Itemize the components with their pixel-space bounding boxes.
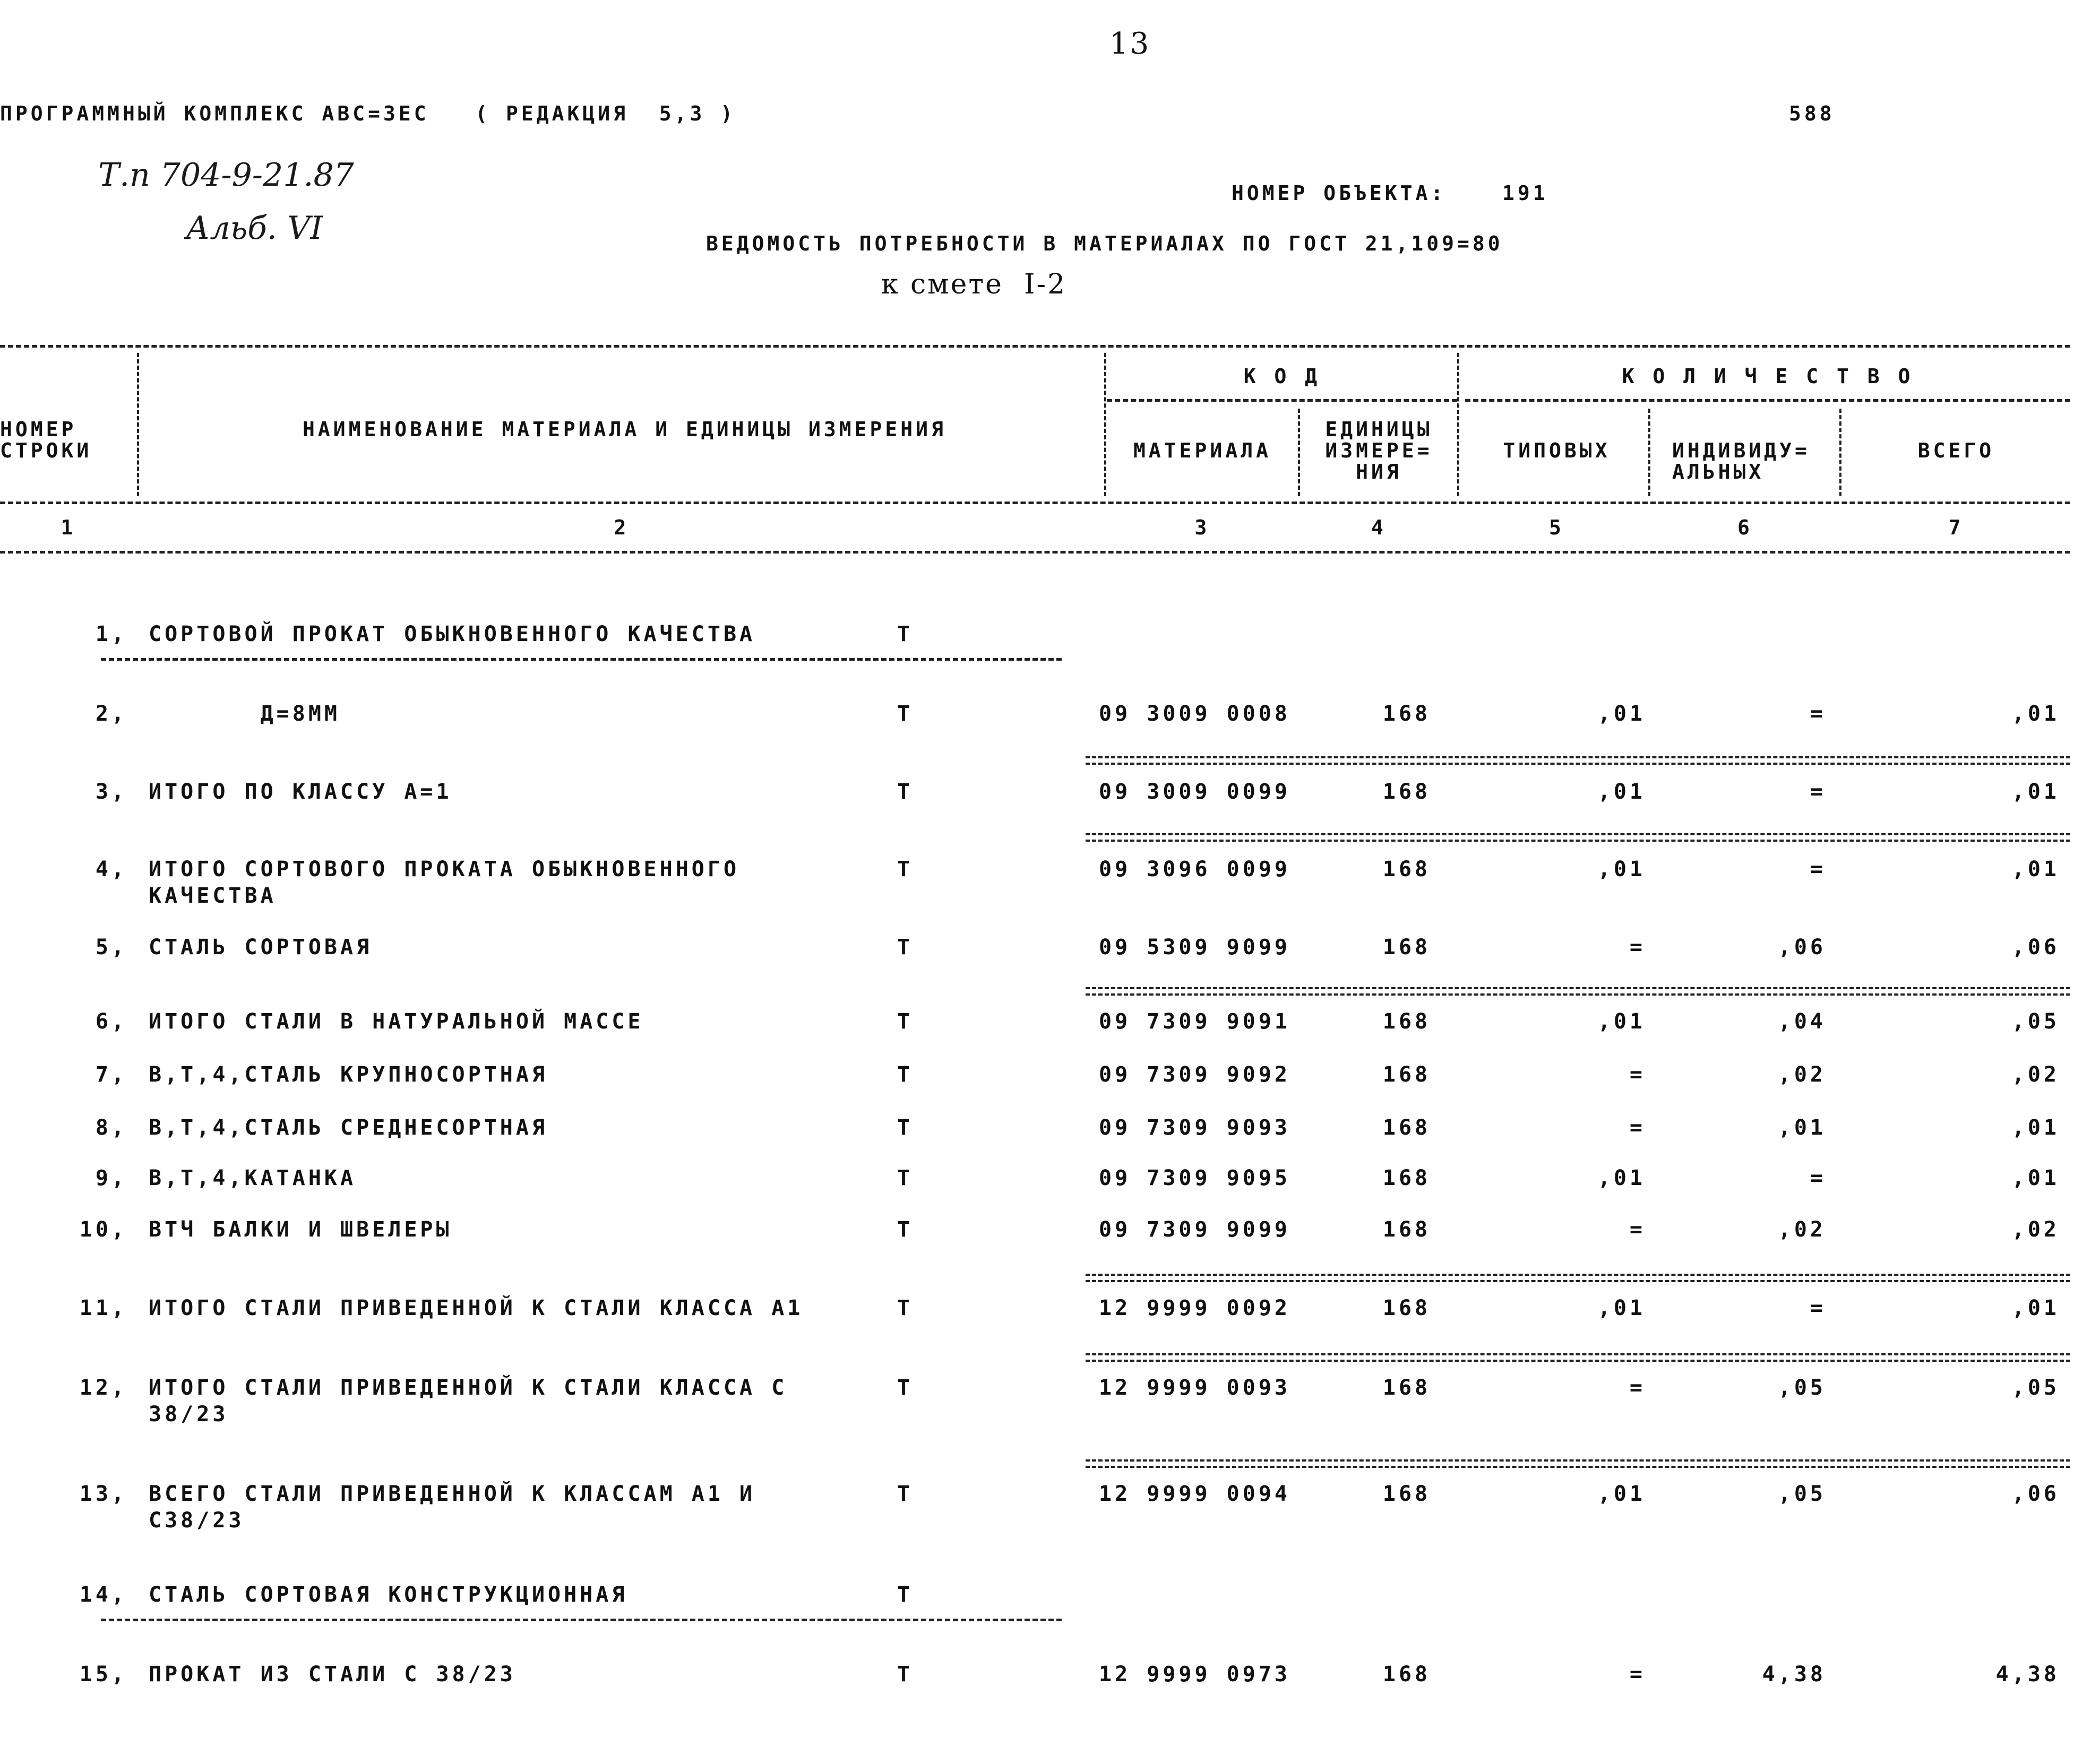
qty-individual: 4,38: [1762, 1662, 1826, 1687]
qty-total: ,01: [2011, 1116, 2060, 1140]
qty-typical: =: [1629, 1062, 1646, 1087]
material-code: 09 7309 9099: [1099, 1217, 1290, 1242]
material-name: СТАЛЬ СОРТОВАЯ КОНСТРУКЦИОННАЯ: [149, 1583, 628, 1607]
unit-code: 168: [1382, 1009, 1431, 1034]
unit-code: 168: [1382, 702, 1431, 726]
row-number: 1,: [95, 622, 127, 646]
col-divider: [1104, 353, 1106, 496]
unit: Т: [897, 1376, 914, 1400]
material-name: Д=8ММ: [149, 702, 340, 726]
material-code: 12 9999 0973: [1099, 1662, 1290, 1687]
qty-total: ,01: [2011, 1296, 2060, 1320]
material-code: 09 7309 9093: [1099, 1116, 1290, 1140]
object-label: НОМЕР ОБЪЕКТА:: [1232, 181, 1447, 205]
unit: Т: [897, 857, 914, 881]
col-number-6: 6: [1737, 516, 1753, 539]
unit: Т: [897, 622, 914, 646]
row-number: 12,: [79, 1376, 127, 1400]
unit: Т: [897, 1062, 914, 1087]
header-material-code: МАТЕРИАЛА: [1133, 439, 1271, 462]
material-name: ИТОГО СТАЛИ В НАТУРАЛЬНОЙ МАССЕ: [149, 1009, 644, 1034]
unit-code: 168: [1382, 1062, 1431, 1087]
handwritten-album-ref: Альб. VI: [186, 210, 323, 247]
qty-total: ,01: [2011, 780, 2060, 804]
material-name: В,Т,4,СТАЛЬ КРУПНОСОРТНАЯ: [149, 1062, 548, 1087]
material-code: 09 7309 9092: [1099, 1062, 1290, 1087]
material-name: СОРТОВОЙ ПРОКАТ ОБЫКНОВЕННОГО КАЧЕСТВА: [149, 622, 756, 646]
row-number: 9,: [95, 1166, 127, 1190]
row-number: 8,: [95, 1116, 127, 1140]
qty-individual: ,02: [1778, 1062, 1826, 1087]
qty-typical: ,01: [1597, 1009, 1646, 1034]
object-number: 191: [1502, 181, 1548, 205]
unit-code: 168: [1382, 1166, 1431, 1190]
header-unit-3: НИЯ: [1356, 460, 1402, 483]
unit: Т: [897, 935, 914, 959]
qty-typical: ,01: [1597, 1296, 1646, 1320]
material-name: ИТОГО СОРТОВОГО ПРОКАТА ОБЫКНОВЕННОГО: [149, 857, 740, 881]
document-title: ВЕДОМОСТЬ ПОТРЕБНОСТИ В МАТЕРИАЛАХ ПО ГОСТ 21,109=80: [706, 232, 1503, 255]
header-unit-1: ЕДИНИЦЫ: [1325, 418, 1433, 441]
total-separator: [1086, 987, 2070, 996]
qty-total: ,02: [2011, 1217, 2060, 1242]
unit-code: 168: [1382, 780, 1431, 804]
material-code: 09 7309 9095: [1099, 1166, 1290, 1190]
col-divider: [1839, 409, 1841, 496]
row-number: 13,: [79, 1482, 127, 1506]
unit-code: 168: [1382, 1296, 1431, 1320]
page-number: 13: [1109, 27, 1151, 61]
qty-typical: ,01: [1597, 857, 1646, 881]
qty-typical: ,01: [1597, 702, 1646, 726]
header-total: ВСЕГО: [1917, 439, 1995, 462]
unit: Т: [897, 1217, 914, 1242]
col-number-7: 7: [1948, 516, 1964, 539]
qty-individual: ,02: [1778, 1217, 1826, 1242]
qty-total: 4,38: [1995, 1662, 2060, 1687]
header-individual-2: АЛЬНЫХ: [1672, 460, 1765, 483]
total-separator: [1086, 756, 2070, 765]
material-name: ИТОГО СТАЛИ ПРИВЕДЕННОЙ К СТАЛИ КЛАССА А1: [149, 1296, 804, 1320]
qty-typical: ,01: [1597, 1166, 1646, 1190]
qty-total: ,06: [2011, 1482, 2060, 1506]
unit: Т: [897, 702, 914, 726]
material-name-cont: КАЧЕСТВА: [149, 884, 277, 908]
material-code: 09 3096 0099: [1099, 857, 1290, 881]
material-name: В,Т,4,КАТАНКА: [149, 1166, 357, 1190]
qty-total: ,02: [2011, 1062, 2060, 1087]
qty-typical: =: [1629, 1662, 1646, 1687]
col-number-5: 5: [1549, 516, 1564, 539]
header-code-group: К О Д: [1243, 365, 1321, 388]
material-code: 09 7309 9091: [1099, 1009, 1290, 1034]
col-divider: [1298, 409, 1300, 496]
material-name: ПРОКАТ ИЗ СТАЛИ С 38/23: [149, 1662, 516, 1687]
qty-total: ,01: [2011, 1166, 2060, 1190]
unit-code: 168: [1382, 1662, 1431, 1687]
header-qty-group: К О Л И Ч Е С Т В О: [1622, 365, 1914, 388]
header-bottom-rule: [0, 502, 2070, 504]
section-underline: [101, 1619, 1062, 1621]
qty-individual: =: [1810, 1296, 1826, 1320]
qty-individual: ,05: [1778, 1376, 1826, 1400]
unit: Т: [897, 1482, 914, 1506]
row-number: 3,: [95, 780, 127, 804]
material-name: ИТОГО СТАЛИ ПРИВЕДЕННОЙ К СТАЛИ КЛАССА С: [149, 1376, 788, 1400]
row-number: 11,: [79, 1296, 127, 1320]
qty-individual: ,05: [1778, 1482, 1826, 1506]
row-number: 7,: [95, 1062, 127, 1087]
header-individual-1: ИНДИВИДУ=: [1672, 439, 1810, 462]
qty-typical: =: [1629, 935, 1646, 959]
qty-individual: =: [1810, 1166, 1826, 1190]
unit-code: 168: [1382, 935, 1431, 959]
material-name: ВСЕГО СТАЛИ ПРИВЕДЕННОЙ К КЛАССАМ А1 И: [149, 1482, 756, 1506]
col-number-1: 1: [61, 516, 76, 539]
unit: Т: [897, 1116, 914, 1140]
col-number-2: 2: [614, 516, 630, 539]
unit: Т: [897, 1662, 914, 1687]
qty-total: ,05: [2011, 1376, 2060, 1400]
row-number: 2,: [95, 702, 127, 726]
code-group-rule: [1107, 399, 1457, 402]
header-top-rule: [0, 345, 2070, 348]
header-row-no-1: НОМЕР: [0, 418, 77, 441]
section-underline: [101, 658, 1062, 661]
qty-individual: =: [1810, 702, 1826, 726]
unit-code: 168: [1382, 857, 1431, 881]
qty-typical: =: [1629, 1116, 1646, 1140]
handwritten-project-ref: Т.п 704-9-21.87: [98, 157, 354, 194]
program-name: ПРОГРАММНЫЙ КОМПЛЕКС АВС=3ЕС ( РЕДАКЦИЯ 5,3 ): [0, 102, 736, 125]
unit-code: 168: [1382, 1116, 1431, 1140]
unit: Т: [897, 1009, 914, 1034]
col-number-rule: [0, 551, 2070, 554]
header-unit-2: ИЗМЕРЕ=: [1325, 439, 1433, 462]
unit-code: 168: [1382, 1482, 1431, 1506]
material-name: ИТОГО ПО КЛАССУ А=1: [149, 780, 452, 804]
qty-individual: ,01: [1778, 1116, 1826, 1140]
header-row-no-2: СТРОКИ: [0, 439, 92, 462]
col-divider: [137, 353, 139, 496]
header-typical: ТИПОВЫХ: [1503, 439, 1611, 462]
row-number: 4,: [95, 857, 127, 881]
material-code: 12 9999 0093: [1099, 1376, 1290, 1400]
qty-individual: ,06: [1778, 935, 1826, 959]
unit: Т: [897, 1583, 914, 1607]
col-number-3: 3: [1194, 516, 1210, 539]
qty-individual: ,04: [1778, 1009, 1826, 1034]
row-number: 10,: [79, 1217, 127, 1242]
material-name-cont: С38/23: [149, 1508, 245, 1533]
material-name: ВТЧ БАЛКИ И ШВЕЛЕРЫ: [149, 1217, 452, 1242]
row-number: 6,: [95, 1009, 127, 1034]
material-name: В,Т,4,СТАЛЬ СРЕДНЕСОРТНАЯ: [149, 1116, 548, 1140]
total-separator: [1086, 1353, 2070, 1362]
total-separator: [1086, 833, 2070, 842]
header-material-name: НАИМЕНОВАНИЕ МАТЕРИАЛА И ЕДИНИЦЫ ИЗМЕРЕНИЯ: [303, 418, 946, 441]
row-number: 5,: [95, 935, 127, 959]
material-code: 12 9999 0092: [1099, 1296, 1290, 1320]
total-separator: [1086, 1274, 2070, 1282]
qty-typical: =: [1629, 1217, 1646, 1242]
unit-code: 168: [1382, 1376, 1431, 1400]
qty-individual: =: [1810, 780, 1826, 804]
qty-total: ,05: [2011, 1009, 2060, 1034]
qty-typical: =: [1629, 1376, 1646, 1400]
unit: Т: [897, 1166, 914, 1190]
qty-total: ,01: [2011, 857, 2060, 881]
unit-code: 168: [1382, 1217, 1431, 1242]
sheet-number: 588: [1789, 102, 1835, 125]
col-divider: [1457, 353, 1459, 496]
estimate-subtitle: к смете I-2: [881, 269, 1067, 300]
qty-typical: ,01: [1597, 780, 1646, 804]
total-separator: [1086, 1459, 2070, 1468]
col-divider: [1648, 409, 1650, 496]
qty-typical: ,01: [1597, 1482, 1646, 1506]
material-code: 09 3009 0008: [1099, 702, 1290, 726]
col-number-4: 4: [1371, 516, 1387, 539]
material-name: СТАЛЬ СОРТОВАЯ: [149, 935, 373, 959]
qty-group-rule: [1465, 399, 2070, 402]
material-code: 09 5309 9099: [1099, 935, 1290, 959]
unit: Т: [897, 1296, 914, 1320]
row-number: 15,: [79, 1662, 127, 1687]
unit: Т: [897, 780, 914, 804]
row-number: 14,: [79, 1583, 127, 1607]
material-name-cont: 38/23: [149, 1402, 229, 1427]
material-code: 12 9999 0094: [1099, 1482, 1290, 1506]
material-code: 09 3009 0099: [1099, 780, 1290, 804]
qty-total: ,01: [2011, 702, 2060, 726]
qty-total: ,06: [2011, 935, 2060, 959]
qty-individual: =: [1810, 857, 1826, 881]
